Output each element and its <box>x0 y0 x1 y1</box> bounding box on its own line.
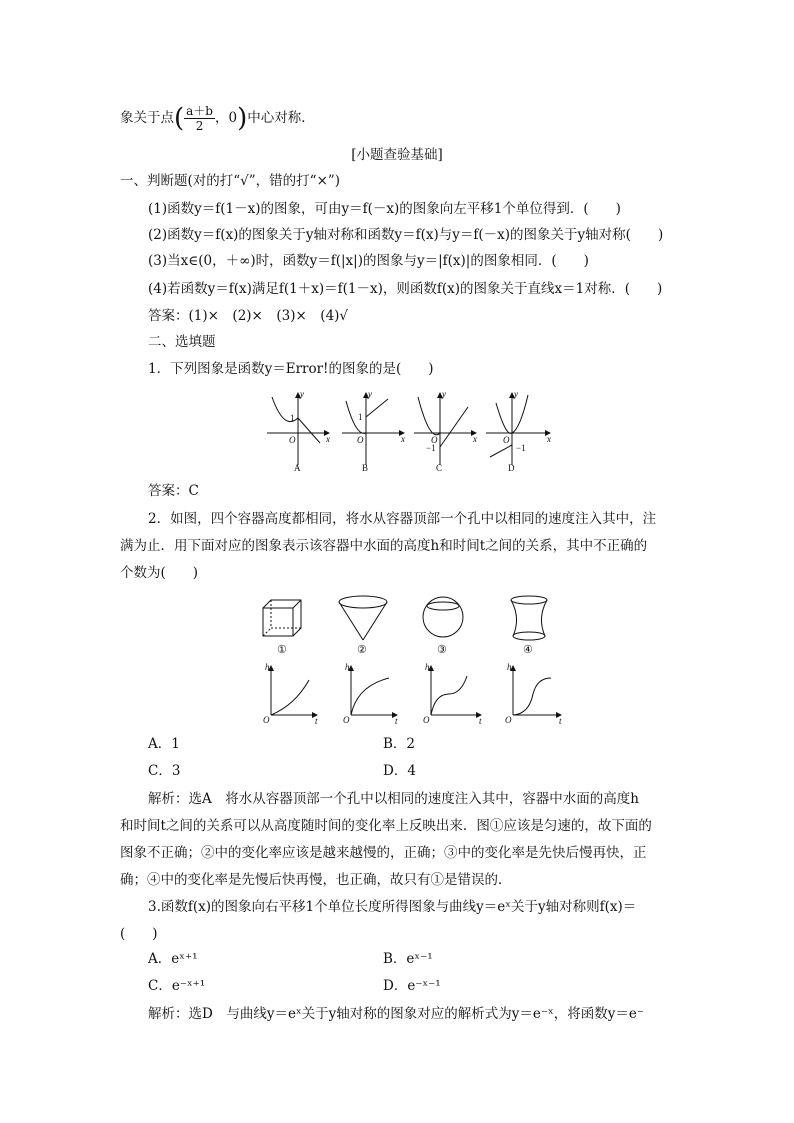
ht2-h: h <box>345 662 350 672</box>
graph-c-axis-x: x <box>473 434 477 444</box>
q2-line-2: 满为止．用下面对应的图象表示该容器中水面的高度h和时间t之间的关系，其中不正确的 <box>120 538 648 554</box>
q3-option-a: A．eˣ⁺¹ <box>148 951 198 967</box>
tf-answer: 答案：(1)× (2)× (3)× (4)√ <box>148 308 349 324</box>
graph-b-label: B <box>362 463 369 473</box>
container-vase <box>511 596 547 640</box>
ht3-o: O <box>423 715 430 725</box>
q2-solution-1: 解析：选A 将水从容器顶部一个孔中以相同的速度注入其中，容器中水面的高度h <box>148 791 639 807</box>
ht-graph-3 <box>431 666 481 715</box>
container-label-4: ④ <box>523 644 533 656</box>
q2-option-a: A．1 <box>148 736 180 752</box>
q3-solution: 解析：选D 与曲线y＝eˣ关于y轴对称的图象对应的解析式为y＝e⁻ˣ，将函数y＝e⁻ <box>148 1006 644 1022</box>
q3-option-d: D．e⁻ˣ⁻¹ <box>383 978 441 994</box>
ht1-h: h <box>265 662 270 672</box>
graph-d-axis-x: x <box>547 434 551 444</box>
graph-a <box>267 393 329 465</box>
tf-item-2: (2)函数y＝f(x)的图象关于y轴对称和函数y＝f(x)与y＝f(－x)的图象关于y轴对称( ) <box>148 227 664 243</box>
graph-b <box>342 393 404 465</box>
graph-b-axis-x: x <box>401 434 405 444</box>
section-title: [小题查验基础] <box>351 147 443 163</box>
graph-d-label: D <box>508 463 515 473</box>
ht1-o: O <box>263 715 270 725</box>
graph-b-origin: O <box>357 435 364 445</box>
fraction <box>184 104 215 133</box>
container-sphere <box>423 597 463 637</box>
graph-a-axis-x: x <box>326 434 330 444</box>
graph-c <box>414 393 476 465</box>
ht4-h: h <box>507 662 512 672</box>
container-cube <box>263 600 301 636</box>
graph-a-one: 1 <box>290 413 295 423</box>
intro-mid: ，0 <box>215 110 238 126</box>
q2-graphs-svg <box>255 660 575 726</box>
tf-item-1: (1)函数y＝f(1－x)的图象，可由y＝f(－x)的图象向左平移1个单位得到．( ) <box>148 201 621 217</box>
ht3-t: t <box>479 716 482 726</box>
graph-d-origin: O <box>503 435 510 445</box>
q3-option-c: C．e⁻ˣ⁺¹ <box>148 978 206 994</box>
q3-line-1: 3.函数f(x)的图象向右平移1个单位长度所得图象与曲线y＝eˣ关于y轴对称则f(x)＝ <box>148 899 637 915</box>
part2-title: 二、选填题 <box>148 334 216 350</box>
q1-answer: 答案：C <box>148 483 199 499</box>
graph-d-neg-one: −1 <box>516 443 526 453</box>
q2-option-d: D．4 <box>383 763 416 779</box>
q2-graphs <box>255 660 575 730</box>
q2-solution-3: 图象不正确；②中的变化率应该是越来越慢的，正确；③中的变化率是先快后慢再快，正 <box>120 845 647 861</box>
container-label-2: ② <box>357 644 367 656</box>
q1-graphs-svg <box>262 385 562 475</box>
graph-b-one: 1 <box>358 412 363 422</box>
q2-line-3: 个数为( ) <box>120 565 199 581</box>
ht2-o: O <box>343 715 350 725</box>
q2-option-b: B．2 <box>383 736 416 752</box>
intro-post: 中心对称． <box>247 110 315 126</box>
ht-graph-2 <box>351 666 397 715</box>
part1-title: 一、判断题(对的打“√”，错的打“×”) <box>120 173 341 189</box>
graph-a-label: A <box>294 463 301 473</box>
q2-solution-4: 确；④中的变化率是先慢后快再慢，也正确，故只有①是错误的． <box>120 872 512 888</box>
container-label-1: ① <box>277 644 287 656</box>
graph-c-label: C <box>436 463 443 473</box>
graph-c-axis-y: y <box>442 389 446 399</box>
tf-item-4: (4)若函数y＝f(x)满足f(1＋x)＝f(1－x)，则函数f(x)的图象关于直线x＝1对称．( ) <box>148 281 663 297</box>
fraction-numerator: a＋b <box>186 104 213 118</box>
containers-svg <box>255 590 565 656</box>
q2-option-c: C．3 <box>148 763 181 779</box>
graph-b-axis-y: y <box>368 389 372 399</box>
container-label-3: ③ <box>437 644 447 656</box>
q2-containers <box>255 590 565 660</box>
container-cone <box>339 596 387 640</box>
tf-item-3: (3)当x∈(0，＋∞)时，函数y＝f(|x|)的图象与y＝|f(x)|的图象相同．( ) <box>148 253 589 269</box>
q2-solution-2: 和时间t之间的关系可以从高度随时间的变化率上反映出来．图①应该是匀速的，故下面的 <box>120 818 652 834</box>
q3-line-2: ( ) <box>120 926 158 942</box>
ht-graph-1 <box>271 666 317 715</box>
q3-option-b: B．eˣ⁻¹ <box>383 951 433 967</box>
intro-pre: 象关于点 <box>120 110 174 126</box>
graph-d-axis-y: y <box>514 389 518 399</box>
ht4-o: O <box>505 715 512 725</box>
ht2-t: t <box>395 716 398 726</box>
question-1: 1．下列图象是函数y＝Error!的图象的是( ) <box>148 361 434 377</box>
graph-a-origin: O <box>289 435 296 445</box>
ht1-t: t <box>315 716 318 726</box>
graph-c-origin: O <box>431 435 438 445</box>
graph-c-neg-one: −1 <box>426 443 436 453</box>
q2-line-1: 2．如图，四个容器高度都相同，将水从容器顶部一个孔中以相同的速度注入其中，注 <box>148 511 657 527</box>
intro-line: 象关于点( $\frac{a+b}{2}$，0)中心对称． <box>120 103 315 134</box>
fraction-denominator: 2 <box>195 119 204 133</box>
graph-a-axis-y: y <box>300 389 304 399</box>
q1-graphs <box>262 385 562 479</box>
ht4-t: t <box>559 716 562 726</box>
ht-graph-4 <box>513 666 561 715</box>
graph-d <box>486 393 550 465</box>
ht3-h: h <box>425 662 430 672</box>
